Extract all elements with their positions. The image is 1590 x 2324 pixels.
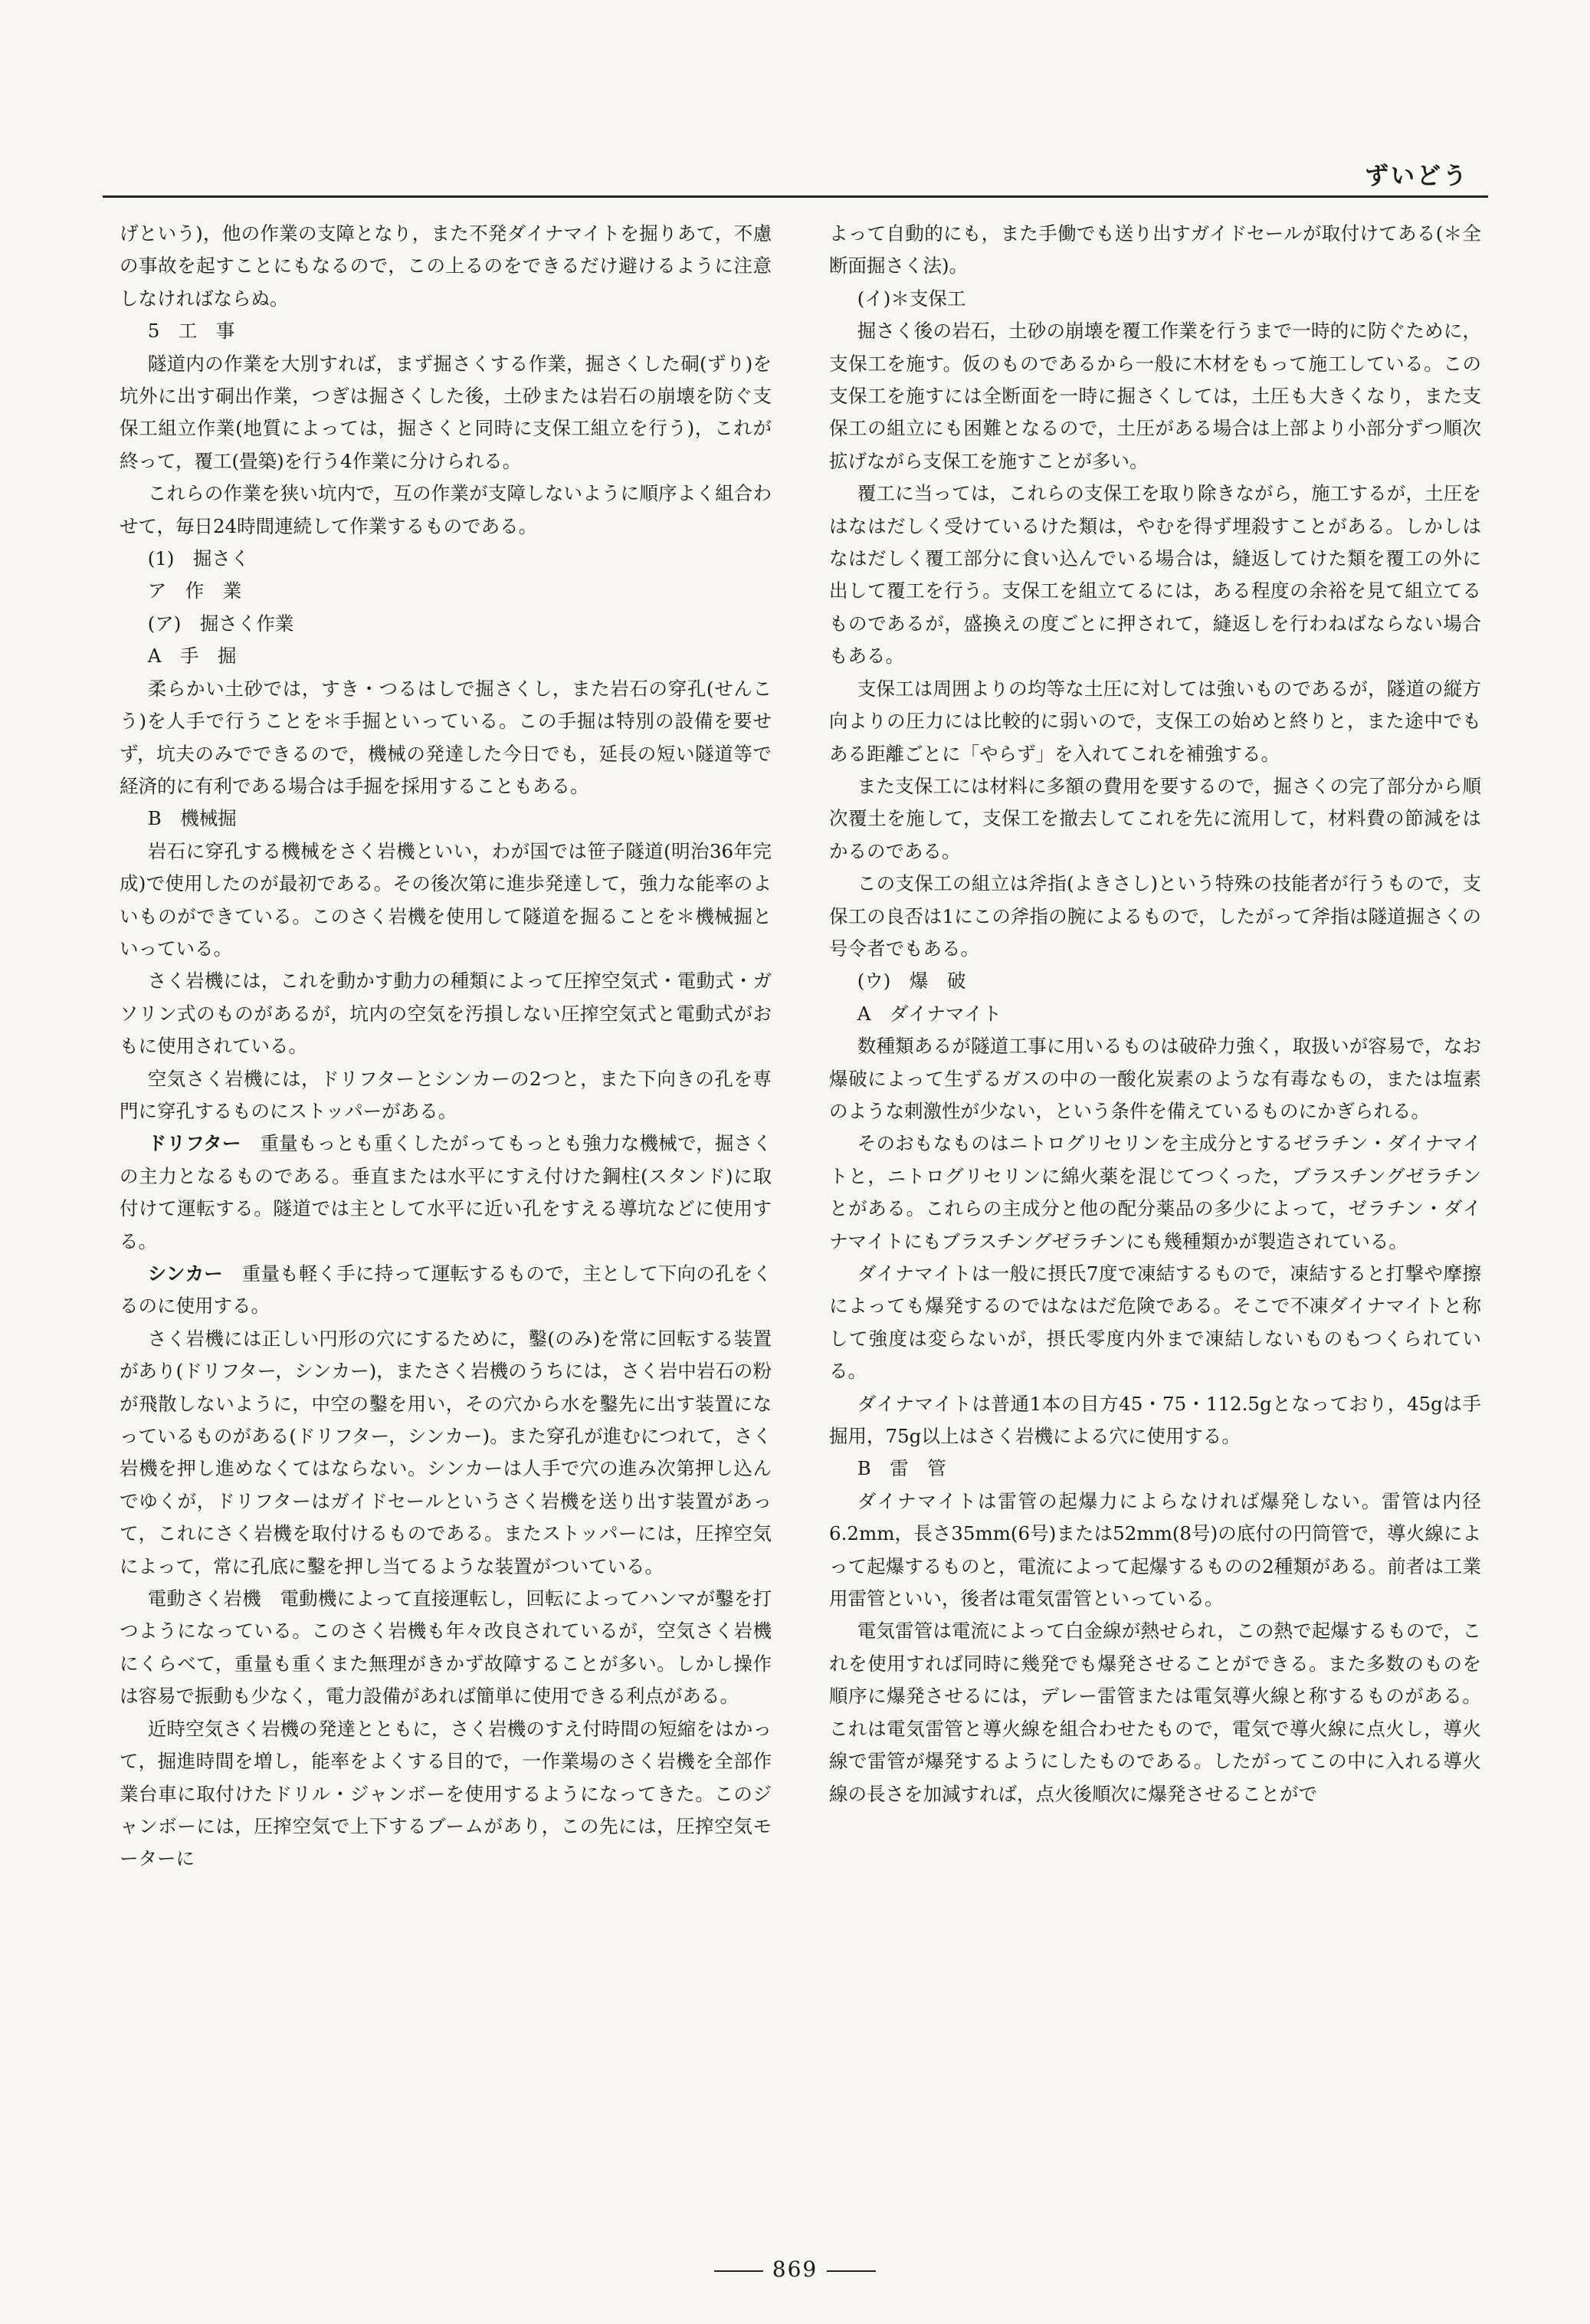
paragraph: 掘さく後の岩石，土砂の崩壊を覆工作業を行うまで一時的に防ぐために，支保工を施す。仮のものであるから一般に木材をもって施工している。この支保工を施すには全断面を一時に掘さくしては，土圧も大きくなり，また支保工の組立にも困難となるので，土圧がある場合は上部より小部分ずつ順次拡げながら支保工を施すことが多い。 (829, 320, 1481, 472)
paragraph-text: 重量も軽く手に持って運転するもので，主として下向の孔をくるのに使用する。 (120, 1262, 772, 1318)
page-number: 869 (772, 2257, 818, 2282)
right-column (829, 218, 1481, 1810)
paragraph: ダイナマイトは普通1本の目方45・75・112.5gとなっており，45gは手掘用，75g以上はさく岩機による穴に使用する。 (829, 1392, 1481, 1448)
paragraph: 支保工は周囲よりの均等な土圧に対しては強いものであるが，隧道の縦方向よりの圧力には比較的に弱いので，支保工の始めと終りと，また途中でもある距離ごとに「やらず」を入れてこれを補強する。 (829, 677, 1481, 765)
paragraph: この支保工の組立は斧指(よきさし)という特殊の技能者が行うもので，支保工の良否は1にこの斧指の腕によるもので，したがって斧指は隧道掘さくの号令者でもある。 (829, 872, 1481, 960)
paragraph: 数種類あるが隧道工事に用いるものは破砕力強く，取扱いが容易で，なお爆破によって生ずるガスの中の一酸化炭素のような有毒なもの，または塩素のような刺激性が少ない，という条件を備えているものにかぎられる。 (829, 1035, 1481, 1122)
paragraph: さく岩機には正しい円形の穴にするために，鑿(のみ)を常に回転する装置があり(ドリフター，シンカー)，またさく岩機のうちには，さく岩中岩石の粉が飛散しないように，中空の鑿を用い，その穴から水を鑿先に出す装置になっているものがある(ドリフター，シンカー)。また穿孔が進むにつれて，さく岩機を押し進めなくてはならない。シンカーは人手で穴の進み次第押し込んでゆくが，ドリフターはガイドセールというさく岩機を送り出す装置があって，これにさく岩機を取付けるものである。またストッパーには，圧搾空気によって，常に孔底に鑿を押し当てるような装置がついている。 (120, 1327, 772, 1577)
footer-dash-right (827, 2270, 876, 2272)
term: シンカー (147, 1262, 223, 1285)
section-heading: B 雷 管 (857, 1457, 946, 1480)
section-heading: B 機械掘 (147, 807, 237, 830)
paragraph: 空気さく岩機には，ドリフターとシンカーの2つと，また下向きの孔を専門に穿孔するものにストッパーがある。 (120, 1067, 772, 1122)
term: ドリフター (147, 1132, 241, 1155)
page-footer (0, 2257, 1590, 2282)
paragraph: 電気雷管は電流によって白金線が熱せられ，この熱で起爆するもので，これを使用すれば同時に幾発でも爆発させることができる。また多数のものを順序に爆発させるには，デレー雷管または電気導火線と称するものがある。これは電気雷管と導火線を組合わせたもので，電気で導火線に点火し，導火線で雷管が爆発するようにしたものである。したがってこの中に入れる導火線の長さを加減すれば，点火後順次に爆発させることがで (829, 1620, 1481, 1805)
section-heading: ア 作 業 (147, 579, 242, 602)
paragraph: ダイナマイトは一般に摂氏7度で凍結するもので，凍結すると打撃や摩擦によっても爆発するのではなはだ危険である。そこで不凍ダイナマイトと称して強度は変らないが，摂氏零度内外まで凍結しないものもつくられている。 (829, 1262, 1481, 1383)
paragraph: ダイナマイトは雷管の起爆力によらなければ爆発しない。雷管は内径6.2mm，長さ35mm(6号)または52mm(8号)の底付の円筒管で，導火線によって起爆するものと，電流によって起爆するものの2種類がある。前者は工業用雷管といい，後者は電気雷管といっている。 (829, 1489, 1481, 1610)
section-heading: A ダイナマイト (857, 1002, 1002, 1025)
paragraph-text: 重量もっとも重くしたがってもっとも強力な機械で，掘さくの主力となるものである。垂直または水平にすえ付けた鋼柱(スタンド)に取付けて運転する。隧道では主として水平に近い孔をすえる導坑などに使用する。 (120, 1132, 772, 1252)
paragraph: 電動さく岩機 電動機によって直接運転し，回転によってハンマが鑿を打つようになっている。このさく岩機も年々改良されているが，空気さく岩機にくらべて，重量も重くまた無理がきかず故障することが多い。しかし操作は容易で振動も少なく，電力設備があれば簡単に使用できる利点がある。 (120, 1587, 772, 1708)
paragraph-continued: げという)，他の作業の支障となり，また不発ダイナマイトを掘りあて，不慮の事故を起すことにもなるので，この上るのをできるだけ避けるように注意しなければならぬ。 (120, 222, 772, 310)
section-heading: A 手 掘 (147, 645, 237, 668)
header-rule (103, 195, 1488, 198)
running-head: ずいどう (1365, 162, 1469, 190)
section-heading: (ア) 掘さく作業 (147, 612, 294, 635)
paragraph: さく岩機には，これを動かす動力の種類によって圧搾空気式・電動式・ガソリン式のものがあるが，坑内の空気を汚損しない圧搾空気式と電動式がおもに使用されている。 (120, 970, 772, 1058)
paragraph (120, 1128, 772, 1258)
paragraph: 隧道内の作業を大別すれば，まず掘さくする作業，掘さくした硐(ずり)を坑外に出す硐出作業，つぎは掘さくした後，土砂または岩石の崩壊を防ぐ支保工組立作業(地質によっては，掘さくと同時に支保工組立を行う)，これが終って，覆工(畳築)を行う4作業に分けられる。 (120, 352, 772, 472)
section-heading: (ウ) 爆 破 (857, 970, 966, 993)
paragraph: 岩石に穿孔する機械をさく岩機といい，わが国では笹子隧道(明治36年完成)で使用したのが最初である。その後次第に進歩発達して，強力な能率のよいものができている。このさく岩機を使用して隧道を掘ることを＊機械掘といっている。 (120, 839, 772, 960)
paragraph (120, 1258, 772, 1323)
left-column (120, 218, 772, 1876)
section-heading: (1) 掘さく (147, 547, 250, 570)
paragraph: これらの作業を狭い坑内で，互の作業が支障しないように順序よく組合わせて，毎日24時間連続して作業するものである。 (120, 482, 772, 537)
paragraph: また支保工には材料に多額の費用を要するので，掘さくの完了部分から順次覆土を施して，支保工を撤去してこれを先に流用して，材料費の節減をはかるのである。 (829, 774, 1481, 862)
paragraph: 近時空気さく岩機の発達とともに，さく岩機のすえ付時間の短縮をはかって，掘進時間を増し，能率をよくする目的で，一作業場のさく岩機を全部作業台車に取付けたドリル・ジャンボーを使用するようになってきた。このジャンボーには，圧搾空気で上下するブームがあり，この先には，圧搾空気モーターに (120, 1717, 772, 1870)
section-heading: (イ)＊支保工 (857, 287, 966, 310)
paragraph: 覆工に当っては，これらの支保工を取り除きながら，施工するが，土圧をはなはだしく受けているけた類は，やむを得ず埋殺すことがある。しかしはなはだしく覆工部分に食い込んでいる場合は，縫返してけた類を覆工の外に出して覆工を行う。支保工を組立てるには，ある程度の余裕を見て組立てるものであるが，盛換えの度ごとに押されて，縫返しを行わねばならない場合もある。 (829, 482, 1481, 668)
footer-dash-left (714, 2270, 763, 2272)
paragraph: 柔らかい土砂では，すき・つるはしで掘さくし，また岩石の穿孔(せんこう)を人手で行うことを＊手掘といっている。この手掘は特別の設備を要せず，坑夫のみでできるので，機械の発達した今日でも，延長の短い隧道等で経済的に有利である場合は手掘を採用することもある。 (120, 677, 772, 797)
paragraph-continued: よって自動的にも，また手働でも送り出すガイドセールが取付けてある(＊全断面掘さく法)。 (829, 222, 1481, 277)
paragraph: そのおもなものはニトログリセリンを主成分とするゼラチン・ダイナマイトと，ニトログリセリンに綿火薬を混じてつくった，ブラスチングゼラチンとがある。これらの主成分と他の配分薬品の多少によって，ゼラチン・ダイナマイトにもブラスチングゼラチンにも幾種類かが製造されている。 (829, 1132, 1481, 1252)
section-heading: 5 工 事 (147, 320, 235, 343)
